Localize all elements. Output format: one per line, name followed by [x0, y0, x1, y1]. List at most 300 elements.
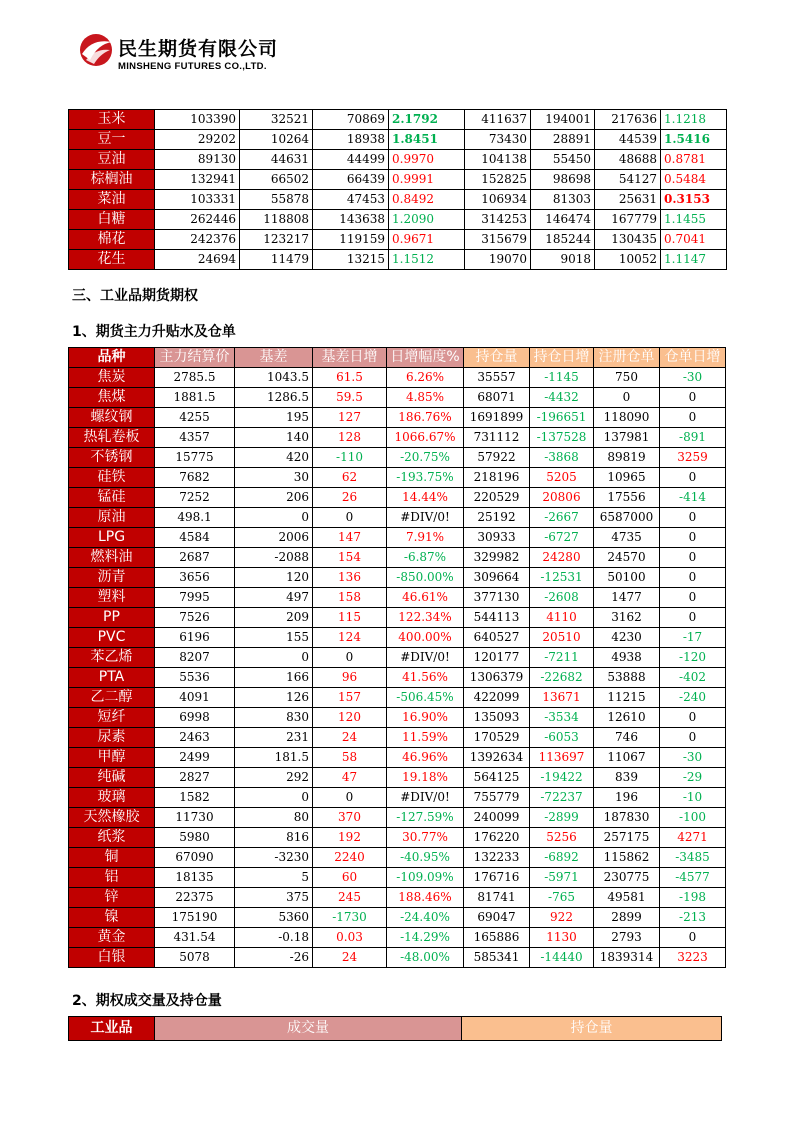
warehouse-receipts-cell: 50100	[594, 568, 660, 588]
basis-cell: 375	[235, 888, 313, 908]
oi-change-cell: 5256	[530, 828, 594, 848]
data-cell: 73430	[465, 130, 531, 150]
table-row	[69, 448, 726, 468]
basis-change-cell: 370	[313, 808, 387, 828]
basis-change-cell: 136	[313, 568, 387, 588]
settle-price-cell: 3656	[155, 568, 235, 588]
basis-cell: 420	[235, 448, 313, 468]
basis-cell: 1286.5	[235, 388, 313, 408]
receipt-change-cell: -3485	[660, 848, 726, 868]
col-header-settle-price: 主力结算价	[155, 348, 235, 368]
oi-change-cell: -3868	[530, 448, 594, 468]
change-pct-cell: #DIV/0!	[387, 648, 464, 668]
data-cell: 194001	[531, 110, 595, 130]
open-interest-cell: 132233	[464, 848, 530, 868]
change-pct-cell: #DIV/0!	[387, 788, 464, 808]
variety-name: 焦煤	[69, 388, 155, 408]
opt-header-industrial: 工业品	[69, 1017, 155, 1041]
data-cell: 29202	[155, 130, 240, 150]
data-cell: 55450	[531, 150, 595, 170]
receipt-change-cell: 0	[660, 728, 726, 748]
open-interest-cell: 120177	[464, 648, 530, 668]
change-pct-cell: 122.34%	[387, 608, 464, 628]
ratio-cell: 0.9991	[389, 170, 465, 190]
oi-change-cell: -3534	[530, 708, 594, 728]
open-interest-cell: 30933	[464, 528, 530, 548]
data-cell: 130435	[595, 230, 661, 250]
variety-name: 玉米	[69, 110, 155, 130]
data-cell: 118808	[240, 210, 313, 230]
opt-header-open-interest: 持仓量	[462, 1017, 722, 1041]
basis-change-cell: 115	[313, 608, 387, 628]
oi-change-cell: -7211	[530, 648, 594, 668]
variety-name: 螺纹钢	[69, 408, 155, 428]
warehouse-receipts-cell: 137981	[594, 428, 660, 448]
settle-price-cell: 4357	[155, 428, 235, 448]
settle-price-cell: 7995	[155, 588, 235, 608]
data-cell: 9018	[531, 250, 595, 270]
basis-cell: -3230	[235, 848, 313, 868]
oi-change-cell: -2667	[530, 508, 594, 528]
basis-cell: 166	[235, 668, 313, 688]
change-pct-cell: -109.09%	[387, 868, 464, 888]
basis-change-cell: 0.03	[313, 928, 387, 948]
basis-change-cell: 47	[313, 768, 387, 788]
variety-name: 白糖	[69, 210, 155, 230]
oi-change-cell: 113697	[530, 748, 594, 768]
oi-change-cell: -4432	[530, 388, 594, 408]
variety-name: 硅铁	[69, 468, 155, 488]
ratio-cell: 0.8492	[389, 190, 465, 210]
oi-change-cell: 13671	[530, 688, 594, 708]
settle-price-cell: 15775	[155, 448, 235, 468]
receipt-change-cell: 0	[660, 608, 726, 628]
receipt-change-cell: -100	[660, 808, 726, 828]
table-row	[69, 170, 727, 190]
data-cell: 152825	[465, 170, 531, 190]
variety-name: 焦炭	[69, 368, 155, 388]
basis-change-cell: 245	[313, 888, 387, 908]
variety-name: PTA	[69, 668, 155, 688]
settle-price-cell: 7526	[155, 608, 235, 628]
settle-price-cell: 4584	[155, 528, 235, 548]
ratio-cell: 1.2090	[389, 210, 465, 230]
basis-cell: 816	[235, 828, 313, 848]
warehouse-receipts-cell: 6587000	[594, 508, 660, 528]
data-cell: 98698	[531, 170, 595, 190]
data-cell: 314253	[465, 210, 531, 230]
change-pct-cell: 46.96%	[387, 748, 464, 768]
data-cell: 106934	[465, 190, 531, 210]
table-row	[69, 608, 726, 628]
warehouse-receipts-cell: 17556	[594, 488, 660, 508]
oi-change-cell: 922	[530, 908, 594, 928]
table-row	[69, 548, 726, 568]
basis-cell: 0	[235, 648, 313, 668]
warehouse-receipts-cell: 4735	[594, 528, 660, 548]
data-cell: 44499	[313, 150, 389, 170]
receipt-change-cell: 0	[660, 588, 726, 608]
variety-name: 苯乙烯	[69, 648, 155, 668]
warehouse-receipts-cell: 746	[594, 728, 660, 748]
oi-change-cell: 20806	[530, 488, 594, 508]
data-cell: 47453	[313, 190, 389, 210]
table-row	[69, 408, 726, 428]
oi-change-cell: 5205	[530, 468, 594, 488]
basis-change-cell: 0	[313, 648, 387, 668]
variety-name: 花生	[69, 250, 155, 270]
settle-price-cell: 18135	[155, 868, 235, 888]
open-interest-cell: 218196	[464, 468, 530, 488]
change-pct-cell: #DIV/0!	[387, 508, 464, 528]
table-row	[69, 728, 726, 748]
oi-change-cell: -1145	[530, 368, 594, 388]
warehouse-receipts-cell: 11067	[594, 748, 660, 768]
subsection-1-title: 1、期货主力升贴水及仓单	[72, 324, 236, 340]
warehouse-receipts-cell: 0	[594, 388, 660, 408]
options-volume-table	[68, 1016, 722, 1041]
oi-change-cell: -22682	[530, 668, 594, 688]
data-cell: 119159	[313, 230, 389, 250]
basis-cell: 0	[235, 788, 313, 808]
col-header-receipt-change: 仓单日增	[660, 348, 726, 368]
settle-price-cell: 2827	[155, 768, 235, 788]
variety-name: 菜油	[69, 190, 155, 210]
oi-change-cell: -6053	[530, 728, 594, 748]
settle-price-cell: 4091	[155, 688, 235, 708]
open-interest-cell: 69047	[464, 908, 530, 928]
change-pct-cell: -14.29%	[387, 928, 464, 948]
basis-cell: 80	[235, 808, 313, 828]
data-cell: 48688	[595, 150, 661, 170]
section-3-title: 三、工业品期货期权	[72, 288, 198, 304]
change-pct-cell: 1066.67%	[387, 428, 464, 448]
receipt-change-cell: -17	[660, 628, 726, 648]
col-header-oi-change: 持仓日增	[530, 348, 594, 368]
warehouse-receipts-cell: 257175	[594, 828, 660, 848]
change-pct-cell: -20.75%	[387, 448, 464, 468]
basis-cell: 1043.5	[235, 368, 313, 388]
open-interest-cell: 240099	[464, 808, 530, 828]
data-cell: 167779	[595, 210, 661, 230]
oi-change-cell: -5971	[530, 868, 594, 888]
basis-cell: 5360	[235, 908, 313, 928]
settle-price-cell: 175190	[155, 908, 235, 928]
receipt-change-cell: 0	[660, 388, 726, 408]
change-pct-cell: 14.44%	[387, 488, 464, 508]
receipt-change-cell: -891	[660, 428, 726, 448]
change-pct-cell: -6.87%	[387, 548, 464, 568]
oi-change-cell: -6892	[530, 848, 594, 868]
basis-change-cell: 96	[313, 668, 387, 688]
basis-change-cell: 154	[313, 548, 387, 568]
data-cell: 28891	[531, 130, 595, 150]
data-cell: 103331	[155, 190, 240, 210]
change-pct-cell: 11.59%	[387, 728, 464, 748]
table-row	[69, 788, 726, 808]
ratio-cell: 0.5484	[661, 170, 727, 190]
table-row	[69, 368, 726, 388]
open-interest-cell: 544113	[464, 608, 530, 628]
table-row	[69, 848, 726, 868]
basis-change-cell: -110	[313, 448, 387, 468]
warehouse-receipts-cell: 10965	[594, 468, 660, 488]
settle-price-cell: 4255	[155, 408, 235, 428]
change-pct-cell: 6.26%	[387, 368, 464, 388]
receipt-change-cell: 4271	[660, 828, 726, 848]
open-interest-cell: 422099	[464, 688, 530, 708]
data-cell: 81303	[531, 190, 595, 210]
open-interest-cell: 57922	[464, 448, 530, 468]
change-pct-cell: -127.59%	[387, 808, 464, 828]
settle-price-cell: 5078	[155, 948, 235, 968]
basis-change-cell: 127	[313, 408, 387, 428]
data-cell: 315679	[465, 230, 531, 250]
logo-chinese-name: 民生期货有限公司	[118, 38, 279, 60]
change-pct-cell: -40.95%	[387, 848, 464, 868]
table-row	[69, 828, 726, 848]
basis-cell: 140	[235, 428, 313, 448]
data-cell: 262446	[155, 210, 240, 230]
data-cell: 242376	[155, 230, 240, 250]
basis-change-cell: 157	[313, 688, 387, 708]
change-pct-cell: -24.40%	[387, 908, 464, 928]
table-row	[69, 528, 726, 548]
receipt-change-cell: -30	[660, 748, 726, 768]
variety-name: 原油	[69, 508, 155, 528]
col-header-warehouse-receipts: 注册仓单	[594, 348, 660, 368]
variety-name: 纸浆	[69, 828, 155, 848]
data-cell: 185244	[531, 230, 595, 250]
data-cell: 24694	[155, 250, 240, 270]
basis-cell: 231	[235, 728, 313, 748]
col-header-change-pct: 日增幅度%	[387, 348, 464, 368]
warehouse-receipts-cell: 839	[594, 768, 660, 788]
table-row	[69, 110, 727, 130]
basis-cell: 830	[235, 708, 313, 728]
open-interest-cell: 1392634	[464, 748, 530, 768]
receipt-change-cell: -10	[660, 788, 726, 808]
table-row	[69, 468, 726, 488]
variety-name: LPG	[69, 528, 155, 548]
data-cell: 10052	[595, 250, 661, 270]
oi-change-cell: 24280	[530, 548, 594, 568]
open-interest-cell: 755779	[464, 788, 530, 808]
basis-cell: -0.18	[235, 928, 313, 948]
basis-cell: 30	[235, 468, 313, 488]
settle-price-cell: 431.54	[155, 928, 235, 948]
settle-price-cell: 11730	[155, 808, 235, 828]
basis-change-cell: 60	[313, 868, 387, 888]
table-row	[69, 888, 726, 908]
col-header-basis: 基差	[235, 348, 313, 368]
change-pct-cell: -48.00%	[387, 948, 464, 968]
receipt-change-cell: -240	[660, 688, 726, 708]
change-pct-cell: 19.18%	[387, 768, 464, 788]
variety-name: 白银	[69, 948, 155, 968]
receipt-change-cell: -4577	[660, 868, 726, 888]
data-cell: 66439	[313, 170, 389, 190]
change-pct-cell: -193.75%	[387, 468, 464, 488]
basis-change-cell: 158	[313, 588, 387, 608]
ratio-cell: 0.3153	[661, 190, 727, 210]
variety-name: 甲醇	[69, 748, 155, 768]
basis-cell: 181.5	[235, 748, 313, 768]
basis-cell: 292	[235, 768, 313, 788]
variety-name: 沥青	[69, 568, 155, 588]
open-interest-cell: 176716	[464, 868, 530, 888]
basis-cell: 497	[235, 588, 313, 608]
oi-change-cell: 20510	[530, 628, 594, 648]
settle-price-cell: 7682	[155, 468, 235, 488]
ratio-cell: 0.7041	[661, 230, 727, 250]
data-cell: 70869	[313, 110, 389, 130]
variety-name: PVC	[69, 628, 155, 648]
oi-change-cell: 1130	[530, 928, 594, 948]
table-row	[69, 568, 726, 588]
basis-cell: 5	[235, 868, 313, 888]
table-row	[69, 130, 727, 150]
ratio-cell: 0.9970	[389, 150, 465, 170]
variety-name: 镍	[69, 908, 155, 928]
change-pct-cell: 186.76%	[387, 408, 464, 428]
table-row	[69, 250, 727, 270]
oi-change-cell: -196651	[530, 408, 594, 428]
change-pct-cell: 4.85%	[387, 388, 464, 408]
minsheng-logo-icon	[78, 30, 114, 70]
receipt-change-cell: 0	[660, 708, 726, 728]
receipt-change-cell: 0	[660, 408, 726, 428]
settle-price-cell: 5536	[155, 668, 235, 688]
variety-name: 天然橡胶	[69, 808, 155, 828]
settle-price-cell: 2499	[155, 748, 235, 768]
basis-change-cell: 24	[313, 728, 387, 748]
settle-price-cell: 1881.5	[155, 388, 235, 408]
basis-cell: 195	[235, 408, 313, 428]
variety-name: 铜	[69, 848, 155, 868]
settle-price-cell: 67090	[155, 848, 235, 868]
change-pct-cell: 30.77%	[387, 828, 464, 848]
basis-cell: 126	[235, 688, 313, 708]
variety-name: 黄金	[69, 928, 155, 948]
table-row	[69, 508, 726, 528]
table-row	[69, 688, 726, 708]
data-cell: 44631	[240, 150, 313, 170]
oi-change-cell: -2608	[530, 588, 594, 608]
col-header-variety: 品种	[69, 348, 155, 368]
logo-english-name: MINSHENG FUTURES CO.,LTD.	[118, 61, 267, 72]
warehouse-receipts-cell: 12610	[594, 708, 660, 728]
subsection-2-title: 2、期权成交量及持仓量	[72, 993, 222, 1009]
basis-cell: 206	[235, 488, 313, 508]
open-interest-cell: 1306379	[464, 668, 530, 688]
warehouse-receipts-cell: 187830	[594, 808, 660, 828]
receipt-change-cell: 0	[660, 508, 726, 528]
settle-price-cell: 5980	[155, 828, 235, 848]
warehouse-receipts-cell: 11215	[594, 688, 660, 708]
warehouse-receipts-cell: 53888	[594, 668, 660, 688]
settle-price-cell: 2785.5	[155, 368, 235, 388]
basis-change-cell: 128	[313, 428, 387, 448]
warehouse-receipts-cell: 230775	[594, 868, 660, 888]
basis-change-cell: 124	[313, 628, 387, 648]
data-cell: 19070	[465, 250, 531, 270]
table-row	[69, 768, 726, 788]
receipt-change-cell: -29	[660, 768, 726, 788]
oi-change-cell: -14440	[530, 948, 594, 968]
settle-price-cell: 1582	[155, 788, 235, 808]
receipt-change-cell: 0	[660, 568, 726, 588]
data-cell: 25631	[595, 190, 661, 210]
table-row	[69, 668, 726, 688]
open-interest-cell: 640527	[464, 628, 530, 648]
open-interest-cell: 170529	[464, 728, 530, 748]
data-cell: 89130	[155, 150, 240, 170]
basis-change-cell: -1730	[313, 908, 387, 928]
data-cell: 44539	[595, 130, 661, 150]
basis-change-cell: 120	[313, 708, 387, 728]
basis-warehouse-table	[68, 347, 726, 968]
data-cell: 32521	[240, 110, 313, 130]
data-cell: 54127	[595, 170, 661, 190]
basis-cell: 2006	[235, 528, 313, 548]
open-interest-cell: 1691899	[464, 408, 530, 428]
basis-change-cell: 24	[313, 948, 387, 968]
oi-change-cell: -2899	[530, 808, 594, 828]
open-interest-cell: 35557	[464, 368, 530, 388]
data-cell: 104138	[465, 150, 531, 170]
settle-price-cell: 6196	[155, 628, 235, 648]
table-row	[69, 488, 726, 508]
open-interest-cell: 25192	[464, 508, 530, 528]
variety-name: 塑料	[69, 588, 155, 608]
basis-cell: -26	[235, 948, 313, 968]
receipt-change-cell: 3259	[660, 448, 726, 468]
data-cell: 11479	[240, 250, 313, 270]
ratio-cell: 1.5416	[661, 130, 727, 150]
variety-name: 豆油	[69, 150, 155, 170]
table-row	[69, 928, 726, 948]
settle-price-cell: 2463	[155, 728, 235, 748]
open-interest-cell: 165886	[464, 928, 530, 948]
basis-change-cell: 2240	[313, 848, 387, 868]
receipt-change-cell: 0	[660, 548, 726, 568]
warehouse-receipts-cell: 196	[594, 788, 660, 808]
data-cell: 10264	[240, 130, 313, 150]
basis-change-cell: 62	[313, 468, 387, 488]
variety-name: 燃料油	[69, 548, 155, 568]
data-cell: 18938	[313, 130, 389, 150]
oi-change-cell: -6727	[530, 528, 594, 548]
table-row	[69, 948, 726, 968]
table-row	[69, 908, 726, 928]
ratio-cell: 1.8451	[389, 130, 465, 150]
warehouse-receipts-cell: 2793	[594, 928, 660, 948]
table-row	[69, 648, 726, 668]
data-cell: 103390	[155, 110, 240, 130]
basis-cell: 0	[235, 508, 313, 528]
warehouse-receipts-cell: 4938	[594, 648, 660, 668]
variety-name: 铝	[69, 868, 155, 888]
warehouse-receipts-cell: 2899	[594, 908, 660, 928]
ratio-cell: 2.1792	[389, 110, 465, 130]
oi-change-cell: -72237	[530, 788, 594, 808]
receipt-change-cell: 3223	[660, 948, 726, 968]
variety-name: 尿素	[69, 728, 155, 748]
change-pct-cell: -850.00%	[387, 568, 464, 588]
basis-change-cell: 0	[313, 508, 387, 528]
warehouse-receipts-cell: 750	[594, 368, 660, 388]
